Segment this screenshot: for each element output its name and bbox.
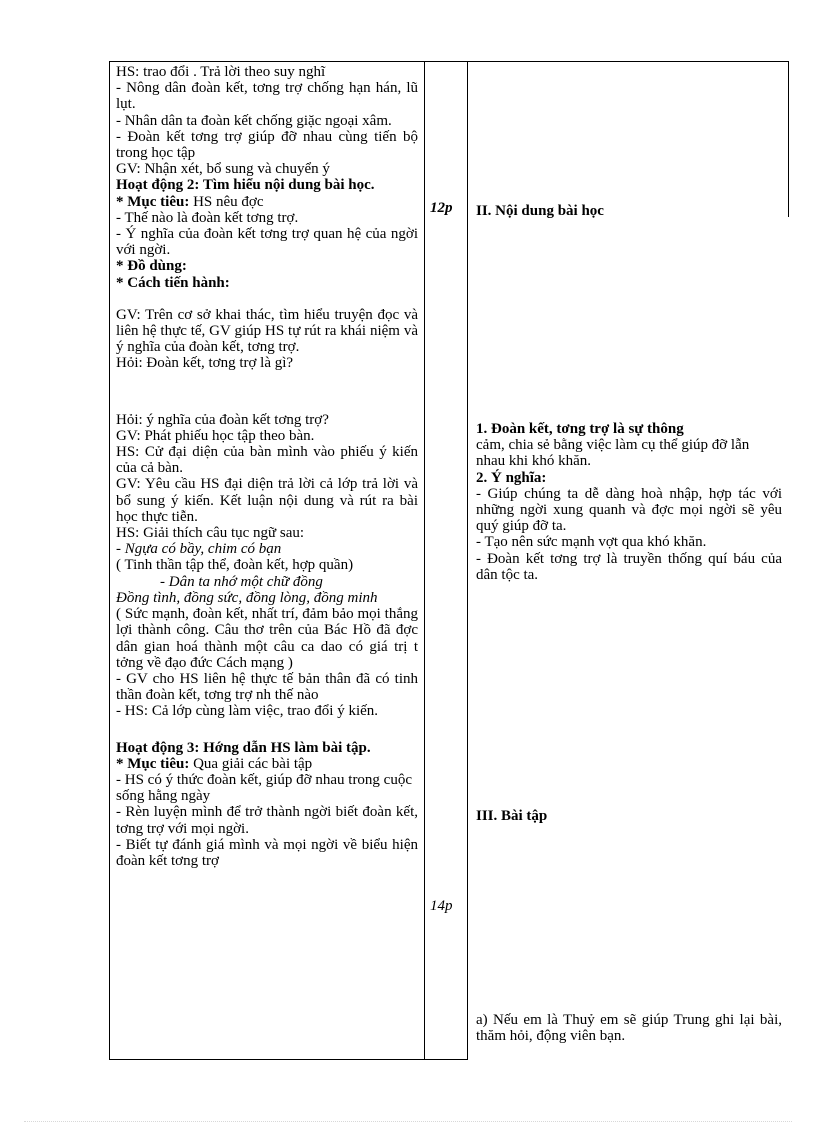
hs-work: - HS: Cả lớp cùng làm việc, trao đổi ý kiến. xyxy=(116,703,379,720)
activity-3-time: 14p xyxy=(430,898,453,914)
section-2-block xyxy=(476,203,782,219)
content-block xyxy=(476,421,782,583)
objective-text: HS nêu đợc xyxy=(189,193,264,210)
spacer xyxy=(116,372,418,412)
text-line: GV: Nhận xét, bổ sung và chuyển ý xyxy=(116,161,330,178)
objective-item: - Biết tự đánh giá mình và mọi ngời về biểu hiện đoàn kết tơng trợ xyxy=(116,836,418,869)
text-line: Hỏi: ý nghĩa của đoàn kết tơng trợ? xyxy=(116,411,329,428)
section-3-block xyxy=(476,808,782,824)
objective-text: Qua giải các bài tập xyxy=(189,755,313,772)
text-line: GV: Yêu cầu HS đại diện trả lời cả lớp trả lời và bổ sung ý kiến. Kết luận nội dung và rút ra bài học thực tiễn. xyxy=(116,476,418,525)
table-divider-2 xyxy=(467,61,468,1060)
section-3-title: III. Bài tập xyxy=(476,808,548,824)
table-border-bottom xyxy=(109,1059,468,1060)
meaning-item: - Đoàn kết tơng trợ là truyền thống quí báu của dân tộc ta. xyxy=(476,550,782,583)
objective-item: - Ý nghĩa của đoàn kết tơng trợ quan hệ của ngời với ngời. xyxy=(116,226,418,259)
proverb-1: - Ngựa có bầy, chim có bạn xyxy=(116,541,282,558)
proverb-2-explain: ( Sức mạnh, đoàn kết, nhất trí, đảm bảo mọi thắng lợi thành công. Câu thơ trên của Bác Hồ đã đợc dân gian hoá thành một câu ca dao có giá trị t tởng về đạo đức Cách mạng ) xyxy=(116,606,418,671)
objective-label: * Mục tiêu: xyxy=(116,193,190,210)
table-border-top xyxy=(109,61,789,62)
materials-label: * Đồ dùng: xyxy=(116,258,187,275)
meaning-title: 2. Ý nghĩa: xyxy=(476,469,547,486)
spacer xyxy=(116,720,418,740)
spacer xyxy=(116,291,418,307)
objective-line xyxy=(116,756,418,772)
text-line: HS: trao đổi . Trả lời theo suy nghĩ xyxy=(116,64,326,80)
text-line: GV: Phát phiếu học tập theo bàn. xyxy=(116,427,315,444)
meaning-item: - Giúp chúng ta dễ dàng hoà nhập, hợp tác với những ngời xung quanh và đợc mọi ngời sẽ yêu quý giúp đỡ ta. xyxy=(476,485,782,535)
activities-column xyxy=(116,64,418,869)
objective-item: - Rèn luyện mình để trở thành ngời biết đoàn kết, tơng trợ với mọi ngời. xyxy=(116,804,418,837)
objective-item: - HS có ý thức đoàn kết, giúp đỡ nhau trong cuộc sống hằng ngày xyxy=(116,771,413,805)
activity-2-time: 12p xyxy=(430,200,453,216)
exercise-a: a) Nếu em là Thuỷ em sẽ giúp Trung ghi lại bài, thăm hỏi, động viên bạn. xyxy=(476,1012,782,1045)
definition-text: cảm, chia sẻ bằng việc làm cụ thể giúp đỡ lẫn nhau khi khó khăn. xyxy=(476,437,750,470)
text-line: HS: Giải thích câu tục ngữ sau: xyxy=(116,525,305,542)
activity-3-title: Hoạt động 3: Hớng dẫn HS làm bài tập. xyxy=(116,739,371,756)
objective-label: * Mục tiêu: xyxy=(116,755,190,772)
meaning-item: - Tạo nên sức mạnh vợt qua khó khăn. xyxy=(476,534,707,551)
text-line: - Nông dân đoàn kết, tơng trợ chống hạn hán, lũ lụt. xyxy=(116,80,418,113)
exercise-block xyxy=(476,1012,782,1044)
gv-link: - GV cho HS liên hệ thực tế bản thân đã có tinh thần đoàn kết, tơng trợ nh thế nào xyxy=(116,670,418,704)
proverb-2-line-2: Đồng tình, đồng sức, đồng lòng, đồng minh xyxy=(116,589,378,606)
section-2-title: II. Nội dung bài học xyxy=(476,203,604,219)
gv-intro: GV: Trên cơ sở khai thác, tìm hiểu truyện đọc và liên hệ thực tế, GV giúp HS tự rút ra khái niệm và ý nghĩa của đoàn kết, tơng trợ. xyxy=(116,306,418,356)
definition-title: 1. Đoàn kết, tơng trợ là sự thông xyxy=(476,421,684,437)
question-1: Hỏi: Đoàn kết, tơng trợ là gì? xyxy=(116,355,294,372)
proverb-2-line-1: - Dân ta nhớ một chữ đồng xyxy=(160,573,323,590)
objective-item: - Thế nào là đoàn kết tơng trợ. xyxy=(116,209,299,226)
activity-2-title: Hoạt động 2: Tìm hiểu nội dung bài học. xyxy=(116,177,375,194)
text-line: - Nhân dân ta đoàn kết chống giặc ngoại xâm. xyxy=(116,112,392,129)
proverb-1-explain: ( Tinh thần tập thể, đoàn kết, hợp quần) xyxy=(116,557,354,574)
objective-line xyxy=(116,194,418,210)
procedure-label: * Cách tiến hành: xyxy=(116,274,230,291)
text-line: HS: Cử đại diện của bàn mình vào phiếu ý kiến của cả bàn. xyxy=(116,444,418,477)
text-line: - Đoàn kết tơng trợ giúp đỡ nhau cùng tiến bộ trong học tập xyxy=(116,128,418,162)
table-border-left xyxy=(109,61,110,1060)
page-bottom-rule xyxy=(24,1121,792,1122)
table-border-right xyxy=(788,61,789,217)
table-divider-1 xyxy=(424,61,425,1060)
